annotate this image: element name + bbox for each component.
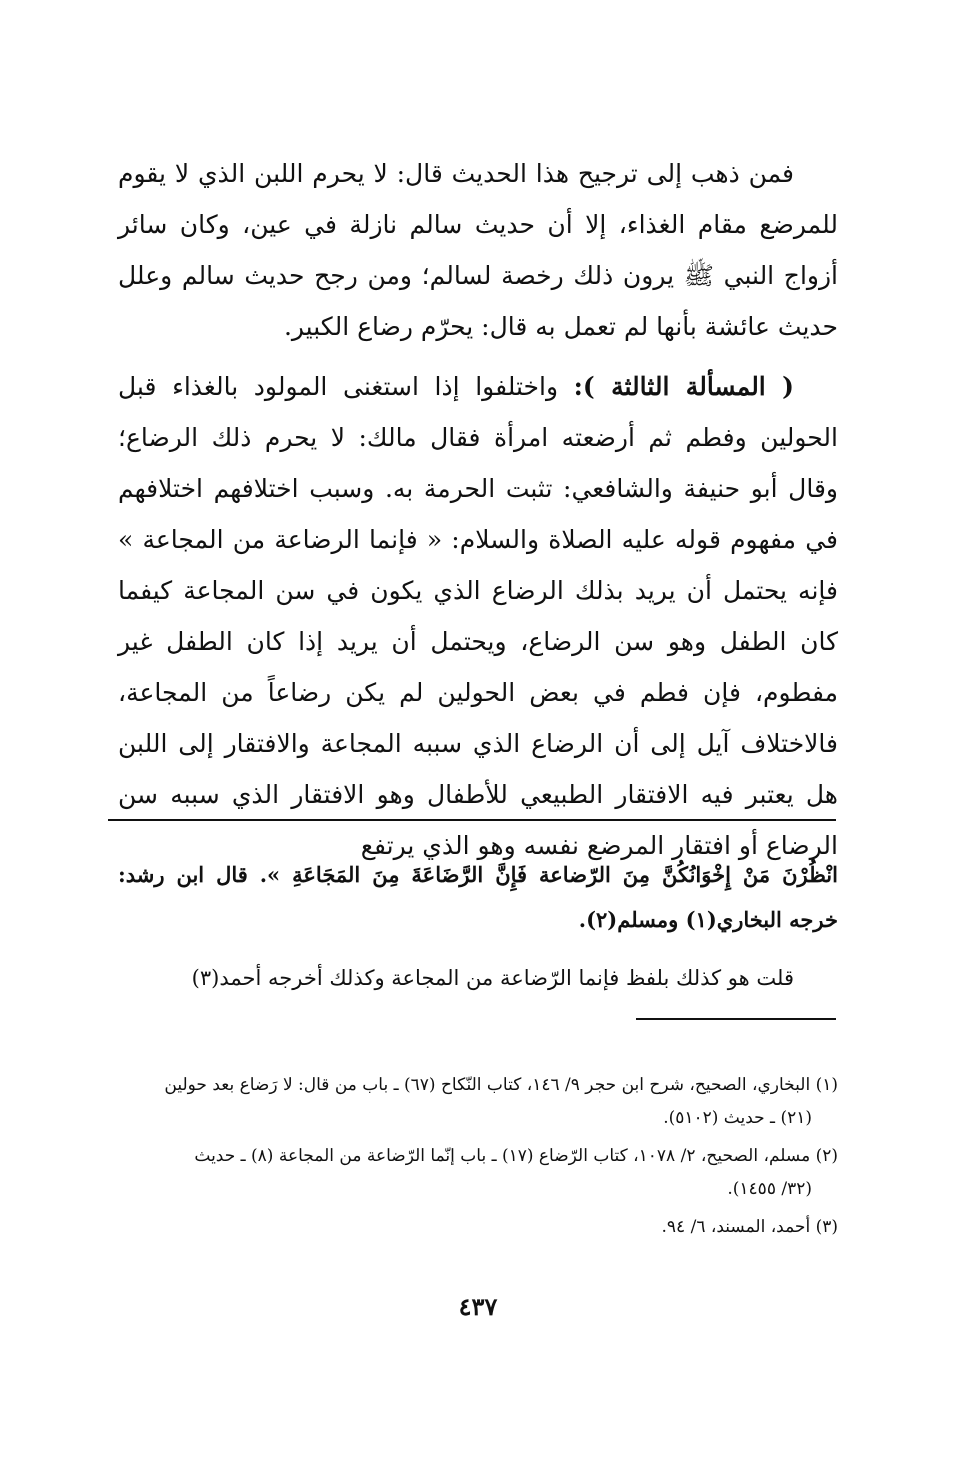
footnote-1-line-2: (٢١) ـ حديث (٥١٠٢). <box>663 1108 812 1128</box>
paragraph-1: فمن ذهب إلى ترجيح هذا الحديث قال: لا يحرم اللبن الذي لا يقوم للمرضع مقام الغذاء، إلا أن حديث سالم نازلة في عين، وكان سائر أزواج النبي ﷺ يرون ذلك رخصة لسالم؛ ومن رجح حديث سالم وعلل حديث عائشة بأنها لم تعمل به قال: يحرّم رضاع الكبير. <box>118 159 838 341</box>
paragraph-2-text: واختلفوا إذا استغنى المولود بالغذاء قبل الحولين وفطم ثم أرضعته امرأة فقال مالك: لا يحرم ذلك الرضاع؛ وقال أبو حنيفة والشافعي: تثبت الحرمة به. وسبب اختلافهم اختلافهم في مفهوم قوله عليه الصلاة والسلام: « فإنما الرضاعة من المجاعة » فإنه يحتمل أن يريد بذلك الرضاع الذي يكون في سن المجاعة كيفما كان الطفل وهو سن الرضاع، ويحتمل أن يريد إذا كان الطفل غير مفطوم، فإن فطم في بعض الحولين لم يكن رضاعاً من المجاعة، فالاختلاف آيل إلى أن الرضاع الذي سببه المجاعة والافتقار إلى اللبن هل يعتبر فيه الافتقار الطبيعي للأطفال وهو الافتقار الذي سببه سن الرضاع أو افتقار المرضع نفسه وهو الذي يرتفع <box>118 372 838 860</box>
footnote-2-line-2: (٣٢/ ١٤٥٥). <box>727 1179 812 1199</box>
paragraph-2 <box>118 361 838 871</box>
footnote-1 <box>118 1069 838 1135</box>
footnote-3 <box>118 1211 838 1244</box>
section-label: ( المسألة الثالثة ): <box>573 372 794 401</box>
hadith-quote-block <box>118 852 838 942</box>
editor-note-text: قلت هو كذلك بلفظ فإنما الرّضاعة من المجاعة وكذلك أخرجه أحمد(٣) <box>191 966 794 990</box>
footnote-2 <box>118 1140 838 1206</box>
editor-note <box>118 958 838 998</box>
footnote-separator-long <box>108 819 836 821</box>
main-text-block <box>118 148 838 871</box>
footnote-1-line-1: (١) البخاري، الصحيح، شرح ابن حجر ٩/ ١٤٦، كتاب النّكاح (٦٧) ـ باب من قال: لا رَضاع بعد حولين <box>164 1075 838 1095</box>
hadith-quote-text: انْظُرْنَ مَنْ إِخْوَانُكُنَّ مِنَ الرّضاعة فَإِنَّ الرَّضَاعَةَ مِنَ المَجَاعَةِ ». قال ابن رشد: خرجه البخاري(١) ومسلم(٢). <box>118 862 838 932</box>
page-number: ٤٣٧ <box>458 1292 498 1321</box>
footnotes-list <box>118 1069 838 1249</box>
footnote-3-line-1: (٣) أحمد، المسند، ٦/ ٩٤. <box>661 1217 838 1237</box>
footnote-separator-short <box>636 1018 836 1020</box>
footnote-2-line-1: (٢) مسلم، الصحيح، ٢/ ١٠٧٨، كتاب الرّضاع (١٧) ـ باب إنّما الرّضاعة من المجاعة (٨) ـ حديث <box>194 1146 838 1166</box>
